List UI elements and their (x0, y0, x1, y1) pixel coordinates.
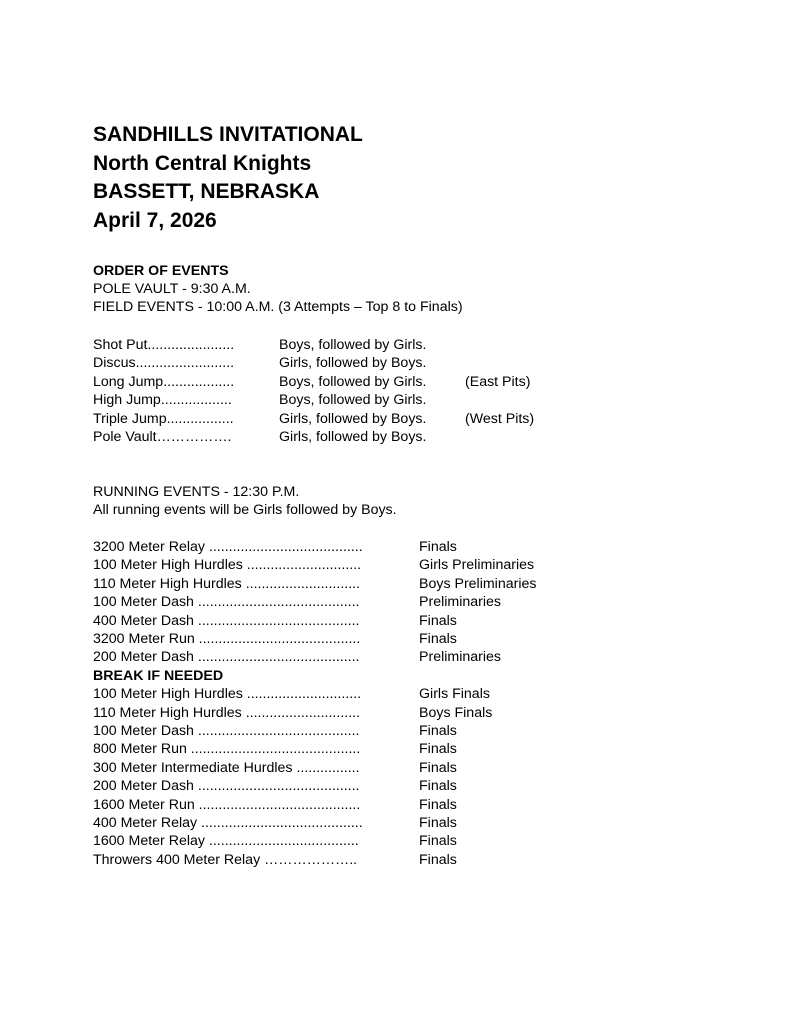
running-event-name: 200 Meter Dash ......................................... (93, 778, 360, 795)
running-event-name: 400 Meter Dash ......................................... (93, 612, 360, 629)
meet-header (93, 121, 363, 235)
order-heading: ORDER OF EVENTS (93, 263, 229, 279)
running-event-name: 110 Meter High Hurdles ............................. (93, 704, 361, 721)
host-school: North Central Knights (93, 151, 312, 175)
field-event-name: Long Jump.................. (93, 373, 235, 390)
running-event-name: 1600 Meter Relay ...................................... (93, 833, 359, 850)
break-label: BREAK IF NEEDED (93, 667, 224, 684)
running-event-round: Boys Preliminaries (419, 575, 537, 592)
running-event-round: Finals (419, 815, 457, 831)
meet-title: SANDHILLS INVITATIONAL (93, 123, 363, 146)
running-event-round: Finals (419, 741, 457, 758)
running-event-name: 100 Meter Dash ......................................... (93, 594, 360, 611)
running-event-round: Finals (419, 851, 457, 868)
running-event-name: 1600 Meter Run ......................................... (93, 796, 361, 813)
running-event-name: 110 Meter High Hurdles ............................. (93, 575, 361, 592)
field-event-order: Girls, followed by Boys. (279, 410, 427, 427)
pole-vault-time: POLE VAULT - 9:30 A.M. (93, 281, 251, 297)
field-events-time: FIELD EVENTS - 10:00 A.M. (3 Attempts – Top 8 to Finals) (93, 299, 463, 315)
running-event-round: Finals (419, 612, 457, 629)
running-event-round: Finals (419, 723, 457, 739)
running-event-round: Girls Preliminaries (419, 557, 535, 574)
field-event-order: Girls, followed by Boys. (279, 355, 427, 372)
running-events-time: RUNNING EVENTS - 12:30 P.M. (93, 484, 300, 500)
running-event-round: Boys Finals (419, 704, 493, 721)
running-event-round: Finals (419, 796, 457, 813)
field-event-order: Boys, followed by Girls. (279, 392, 427, 409)
field-event-name: High Jump.................. (93, 392, 232, 409)
running-event-name: 800 Meter Run ........................................... (93, 741, 361, 758)
running-events-note: All running events will be Girls followed by Boys. (93, 502, 397, 518)
running-event-name: 400 Meter Relay ......................................... (93, 815, 363, 831)
running-event-round: Girls Finals (419, 686, 490, 703)
running-event-round: Finals (419, 833, 457, 850)
running-event-name: 3200 Meter Run ......................................... (93, 631, 361, 647)
running-event-round: Finals (419, 759, 457, 776)
running-event-round: Preliminaries (419, 649, 501, 666)
field-event-note: (West Pits) (465, 410, 535, 427)
running-event-name: Throwers 400 Meter Relay ……………….. (93, 851, 358, 868)
running-event-round: Finals (419, 631, 457, 647)
running-event-name: 300 Meter Intermediate Hurdles ................ (93, 759, 360, 776)
field-event-name: Discus......................... (93, 355, 235, 372)
field-event-name: Pole Vault……………. (93, 429, 232, 445)
meet-date: April 7, 2026 (93, 208, 217, 232)
field-event-note: (East Pits) (465, 373, 531, 390)
running-event-name: 200 Meter Dash ......................................... (93, 649, 360, 666)
field-event-order: Boys, followed by Girls. (279, 337, 427, 353)
running-event-name: 100 Meter High Hurdles ............................. (93, 686, 362, 703)
meet-location: BASSETT, NEBRASKA (93, 180, 320, 203)
field-event-order: Boys, followed by Girls. (279, 373, 427, 390)
running-event-name: 3200 Meter Relay ....................................... (93, 539, 363, 555)
field-event-name: Triple Jump................. (93, 410, 234, 427)
field-event-name: Shot Put...................... (93, 337, 235, 353)
field-event-order: Girls, followed by Boys. (279, 429, 427, 445)
running-event-round: Finals (419, 778, 457, 795)
running-event-round: Finals (419, 539, 457, 555)
running-event-name: 100 Meter Dash ......................................... (93, 723, 360, 739)
running-event-name: 100 Meter High Hurdles ............................. (93, 557, 362, 574)
running-event-round: Preliminaries (419, 594, 501, 611)
